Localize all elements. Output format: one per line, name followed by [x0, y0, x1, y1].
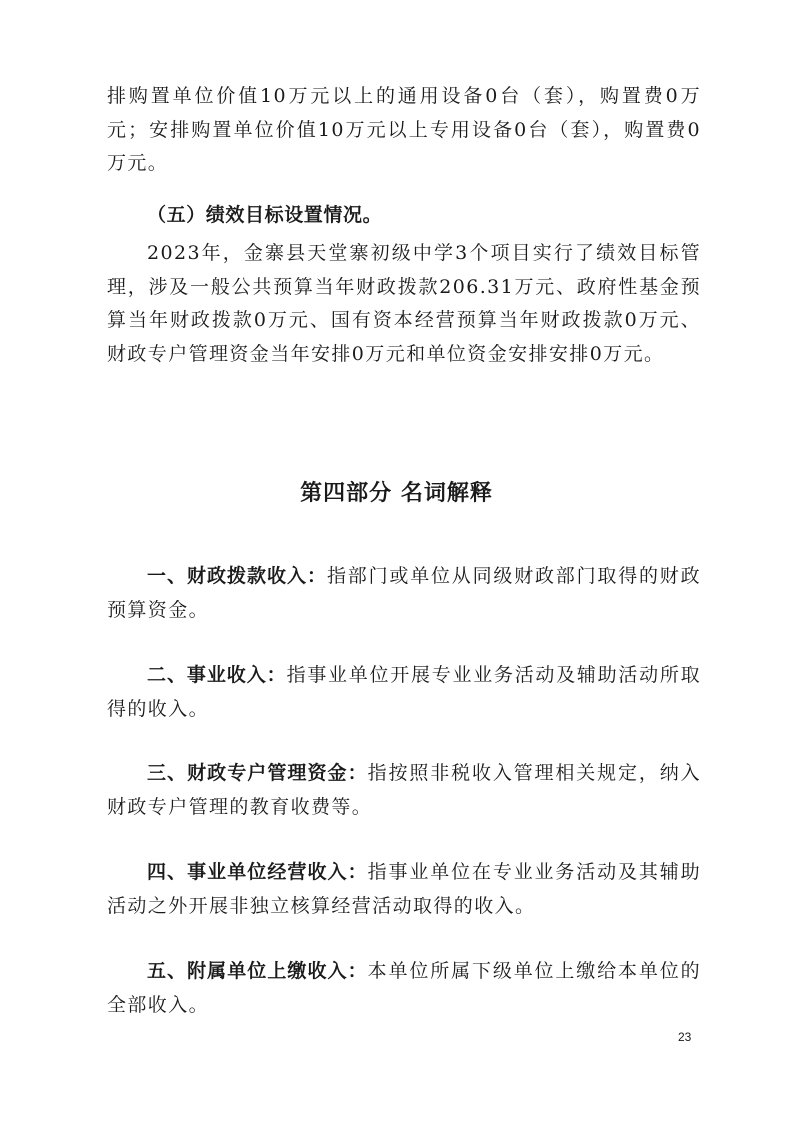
definition-item [107, 659, 701, 726]
definition-term: 五、附属单位上缴收入： [147, 960, 368, 982]
paragraph-performance-goals: 2023年，金寨县天堂寨初级中学3个项目实行了绩效目标管理，涉及一般公共预算当年财政拨款206.31万元、政府性基金预算当年财政拨款0万元、国有资本经营预算当年财政拨款0万元、财政专户管理资金当年安排0万元和单位资金安排安排0万元。 [107, 242, 701, 365]
definition-term: 三、财政专户管理资金： [147, 762, 368, 784]
section-title: 第四部分 名词解释 [300, 481, 493, 506]
definition-item [107, 955, 701, 1022]
definition-term: 四、事业单位经营收入： [147, 861, 368, 883]
page-number: 23 [678, 1030, 692, 1044]
definition-text: 指事业单位开展专业业务活动及辅助活动所取得的收入。 [107, 664, 701, 720]
definition-item [107, 856, 701, 923]
definition-text: 指事业单位在专业业务活动及其辅助活动之外开展非独立核算经营活动取得的收入。 [107, 861, 701, 917]
definition-term: 一、财政拨款收入： [147, 565, 327, 587]
paragraph-equipment-purchase: 排购置单位价值10万元以上的通用设备0台（套），购置费0万元；安排购置单位价值10万元以上专用设备0台（套），购置费0万元。 [107, 85, 701, 174]
definition-text: 指按照非税收入管理相关规定，纳入财政专户管理的教育收费等。 [107, 762, 701, 818]
definition-text: 本单位所属下级单位上缴给本单位的全部收入。 [107, 960, 701, 1016]
definition-text: 指部门或单位从同级财政部门取得的财政预算资金。 [107, 565, 701, 621]
definition-term: 二、事业收入： [147, 664, 287, 686]
definition-item [107, 560, 701, 627]
definition-item [107, 757, 701, 824]
subheading-performance-goals: （五）绩效目标设置情况。 [147, 204, 383, 226]
